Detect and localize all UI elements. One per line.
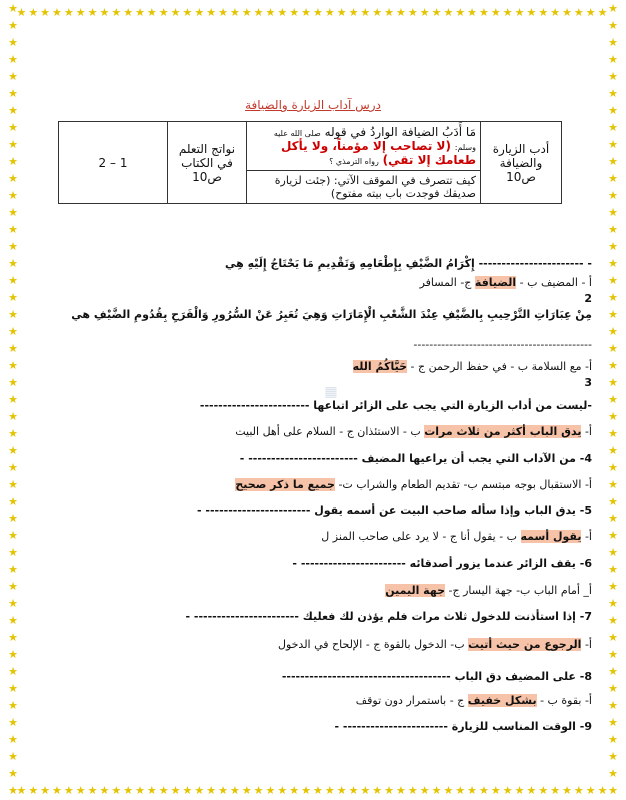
question-line: 7- إذا استأذنت للدخول ثلاث مرات فلم يؤذن لك فعليك ----------------------- - (185, 610, 592, 623)
hadith-text: (لا تصاحب إلا مؤمناً، ولا يأكل طعامك إلا تقي) (280, 139, 476, 167)
lesson-title: درس آداب الزيارة والضيافة (245, 98, 381, 112)
option-text: أ- (581, 425, 592, 438)
option-text: ج- المسافر (419, 276, 475, 289)
correct-answer-highlight: الضيافة (474, 276, 517, 289)
option-text: أ- (581, 638, 592, 651)
star-border-bottom: ★★★★★★★★★★★★★★★★★★★★★★★★★★★★★★★★★★★★★★★★★★★★★★★★★★ (16, 784, 610, 797)
main-question-prefix: مَا أَدَبُ الضيافة الواردُ في قوله (324, 125, 476, 139)
option-text: ب- الدخول بالقوة ج - الإلحاح في الدخول (277, 638, 469, 651)
option-text: أ - المضيف ب - (516, 276, 592, 289)
option-text: ب - الاستئذان ج - السلام على أهل البيت (235, 425, 425, 438)
question-line: - ----------------------- إِكْرَامُ الضَّيْفِ بِإِطْعَامِهِ وَتَقْدِيمِ مَا يَحْتَاجُ إِلَيْهِ هِي (224, 257, 592, 270)
answer-options-line (26, 425, 592, 438)
correct-answer-highlight: يقول أسمه (520, 530, 582, 543)
option-text: أ_ أمام الباب ب- جهة اليسار ج- (445, 584, 592, 597)
question-line: 8- على المضيف دق الباب ------------------------------------- (281, 670, 592, 683)
answer-options-line (26, 638, 592, 651)
outcomes-cell: نواتج التعلم في الكتاب ص10 (168, 122, 247, 204)
option-text: ب - يقول أنا ج - لا يرد على صاحب المنز ل (321, 530, 521, 543)
option-text: أ- مع السلامة ب - في حفظ الرحمن ج - (407, 360, 592, 373)
question-line: مِنْ عِبَارَاتِ التَّرْحِيبِ بِالضَّيْفِ عِنْدَ الشَّعْبِ الْإِمَارَاتِ وَهِيَ تُعَبِرُ عَنْ السُّرُورِ وَالْفَرَحِ بِقُدُومِ الضَّيْفِ هي (71, 308, 592, 321)
correct-answer-highlight: بشكل خفيف (467, 694, 537, 707)
answer-options-line (26, 276, 592, 289)
option-text: ج - باستمرار دون توقف (355, 694, 468, 707)
question-line: -ليست من أداب الزيارة التي يجب على الزائر اتباعها ------------------------ (199, 399, 592, 412)
option-text: أ- (581, 530, 592, 543)
worksheet-page (26, 26, 600, 786)
star-border-right: ★ ★ ★ ★ ★ ★ ★ ★ ★ ★ ★ ★ ★ ★ ★ ★ ★ ★ ★ ★ ★ ★ ★ ★ ★ ★ ★ ★ ★ ★ ★ ★ ★ ★ ★ ★ ★ ★ ★ ★ ★ ★ ★ ★ ★ ★ ★ (608, 2, 618, 797)
correct-answer-highlight: الرجوع من حيث أتيت (468, 638, 582, 651)
honorific: صلى الله عليه وسلم: (273, 129, 476, 152)
watermark-logo: ▦ (324, 384, 338, 400)
answer-options-line (26, 478, 592, 491)
answer-options-line (26, 530, 592, 543)
hadith-source: رواه الترمذي ؟ (329, 157, 379, 166)
correct-answer-highlight: جميع ما ذكر صحيح (235, 478, 335, 491)
question-line: 4- من الآداب التي يجب أن يراعيها المضيف ------------------------ - (239, 452, 592, 465)
question-line: 5- يدق الباب وإذا سأله صاحب البيت عن أسمه يقول ----------------------- - (197, 504, 592, 517)
correct-answer-highlight: جهة اليمين (385, 584, 446, 597)
correct-answer-highlight: يدق الباب أكثر من ثلاث مرات (424, 425, 582, 438)
star-border-left: ★ ★ ★ ★ ★ ★ ★ ★ ★ ★ ★ ★ ★ ★ ★ ★ ★ ★ ★ ★ ★ ★ ★ ★ ★ ★ ★ ★ ★ ★ ★ ★ ★ ★ ★ ★ ★ ★ ★ ★ ★ ★ ★ ★ ★ ★ ★ (8, 2, 18, 797)
situation-question-cell: كيف تتصرف في الموقف الآتي: (جئت لزيارة صديقك فوجدت باب بيته مفتوح) (247, 171, 481, 204)
range-cell: 1 – 2 (59, 122, 168, 204)
header-table (58, 121, 562, 204)
answer-options-line (26, 694, 592, 707)
question-line: 3 (584, 376, 592, 389)
main-question-cell (247, 122, 481, 171)
answer-options-line (26, 360, 592, 373)
option-text: أ- بقوة ب - (536, 694, 592, 707)
option-text: أ- الاستقبال بوجه مبتسم ب- تقديم الطعام والشراب ت- (334, 478, 592, 491)
question-line: 2 (584, 292, 592, 305)
question-line: 6- يقف الزائر عندما يزور أصدقائه ----------------------- - (292, 557, 592, 570)
correct-answer-highlight: حَيَّاكُمُ الله (352, 360, 408, 373)
topic-cell: أدب الزيارة والضيافة ص10 (481, 122, 562, 204)
question-line: 9- الوقت المناسب للزيارة ----------------------- - (334, 720, 592, 733)
question-line: --------------------------------------------- (413, 338, 592, 351)
star-border-top: ★★★★★★★★★★★★★★★★★★★★★★★★★★★★★★★★★★★★★★★★★★★★★★★★★★ (16, 6, 610, 19)
answer-options-line (26, 584, 592, 597)
